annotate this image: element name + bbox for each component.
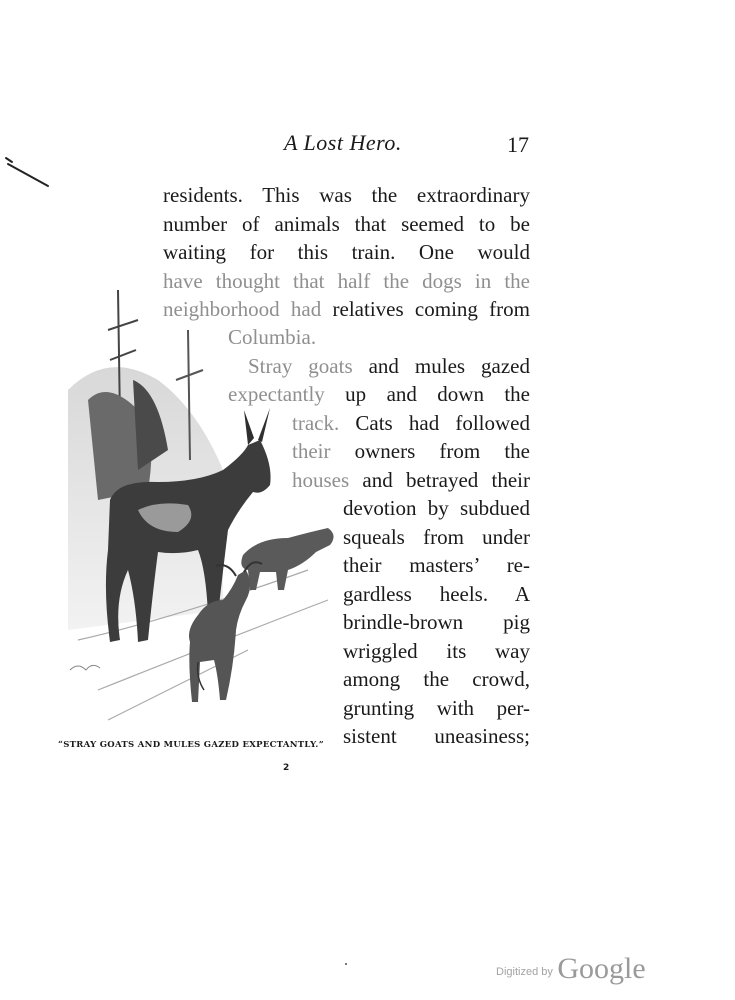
illustration-caption: “STRAY GOATS AND MULES GAZED EXPECTANTLY.” (58, 740, 324, 750)
speck-mark (345, 963, 347, 965)
body-text-line: their masters’ re- (343, 553, 530, 577)
body-text-line: sistent uneasiness; (343, 724, 530, 748)
pencil-mark-icon (4, 150, 52, 190)
watermark-brand: Google (557, 952, 646, 985)
body-text-line: number of animals that seemed to be (163, 212, 530, 236)
running-head-title: A Lost Hero. (284, 130, 402, 155)
body-text-line: among the crowd, (343, 667, 530, 691)
google-watermark (496, 952, 646, 986)
signature-mark: 2 (283, 763, 290, 773)
body-text-line: squeals from under (343, 525, 530, 549)
body-text-line: their owners from the (292, 439, 530, 463)
watermark-prefix: Digitized by (496, 966, 553, 978)
page-number: 17 (507, 132, 529, 157)
body-text-line: brindle-brown pig (343, 610, 530, 634)
body-text-line: have thought that half the dogs in the (163, 269, 530, 293)
body-text-line: track. Cats had followed (292, 411, 530, 435)
body-text-line: Stray goats and mules gazed (248, 354, 531, 378)
body-text-line: Columbia. (228, 325, 317, 349)
body-text-line: residents. This was the extraordinary (163, 183, 530, 207)
mules-and-goats-illustration (48, 270, 348, 740)
body-text-line: grunting with per- (343, 696, 530, 720)
body-text-line: waiting for this train. One would (163, 240, 530, 264)
body-text-line: expectantly up and down the (228, 382, 530, 406)
body-text-line: neighborhood had relatives coming from (163, 297, 530, 321)
body-text-line: wriggled its way (343, 639, 530, 663)
body-text-line: houses and betrayed their (292, 468, 530, 492)
body-text-line: devotion by subdued (343, 496, 530, 520)
body-text-line: gardless heels. A (343, 582, 530, 606)
